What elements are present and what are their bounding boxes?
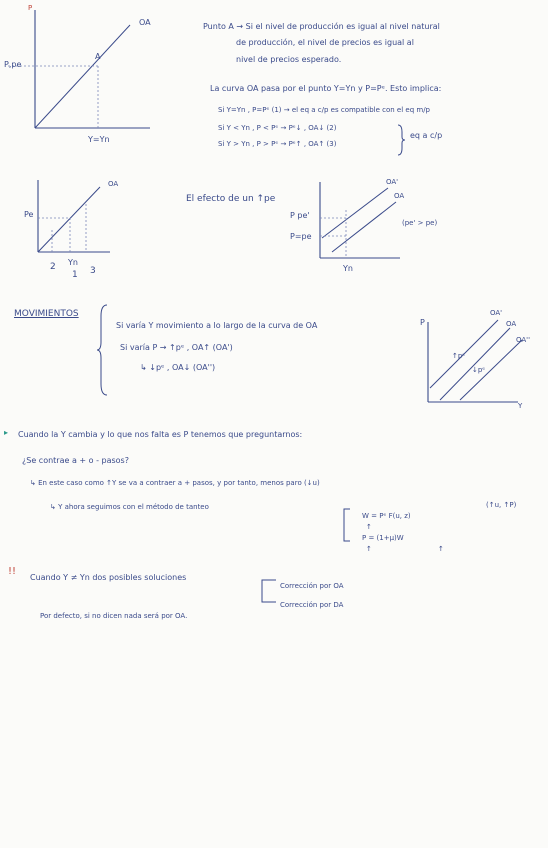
graph2-yn-label: Yn [68,258,78,267]
graph4-p-label: P [420,318,425,327]
bottom-price-arrow: ↑ [366,545,372,553]
graph2-pe-label: Pe [24,210,34,219]
bottom-price-eq: P = (1+μ)W [362,534,404,542]
bottom-line2: ¿Se contrae a + o - pasos? [22,456,129,465]
bottom-line4: ↳ Y ahora seguimos con el método de tanteo [50,503,209,511]
notes2-line3: Si Y < Yn , P < Pᵉ → Pᵉ↓ , OA↓ (2) [218,124,337,132]
graph4-y-label: Y [518,402,523,410]
bottom-line3: ↳ En este caso como ↑Y se va a contraer a + pasos, y por tanto, menos paro (↓u) [30,479,320,487]
notes1-line3: nivel de precios esperado. [236,55,342,64]
graph3-oa-label: OA [394,192,405,200]
graph-oa-shifts-both [0,0,548,420]
graph1-p-label: P [28,4,33,12]
graph2-point-3: 3 [90,266,96,276]
notes1-line2: de producción, el nivel de precios es igual al [236,38,414,47]
bottom-wage-eq: W = Pᵉ F(u, z) [362,512,411,520]
graph2-point-1: 1 [72,270,78,280]
bottom-line1: Cuando la Y cambia y lo que nos falta es P tenemos que preguntarnos: [18,430,303,439]
graph1-y-label: Y=Yn [88,135,110,144]
graph1-a-label: A [95,52,101,61]
notes2-line1: La curva OA pasa por el punto Y=Yn y P=Pᵉ. Esto implica: [210,84,442,93]
graph3-oa1-label: OA' [386,178,399,186]
graph4-oa2-label: OA'' [516,336,531,344]
final-option-da: Corrección por DA [280,601,344,609]
notes2-brace-note: eq a c/p [410,131,443,140]
graph3-pe1-label: P pe' [290,211,310,220]
graph4-up-label: ↑pᵉ [452,352,466,360]
graph4-oa-label: OA [506,320,517,328]
bottom-bracket [342,508,352,542]
final-bracket [258,578,278,606]
final-line2: Por defecto, si no dicen nada será por OA. [40,612,188,620]
graph4-down-label: ↓pᵉ [472,366,486,374]
bottom-bullet: ▸ [4,428,9,437]
graph1-pe-label: P,pe [4,60,22,69]
movements-title: MOVIMIENTOS [14,309,79,319]
graph4-oa1-label: OA' [490,309,503,317]
graph3-yn-label: Yn [343,264,353,273]
graph2-point-2: 2 [50,262,56,272]
bottom-line3b: (↑u, ↑P) [486,501,517,509]
bottom-wage-arrow: ↑ [366,523,372,531]
bottom-end-arrow: ↑ [438,545,444,553]
final-line1: Cuando Y ≠ Yn dos posibles soluciones [30,573,187,582]
graph3-note: (pe' > pe) [402,219,438,227]
graph1-oa-label: OA [139,18,151,27]
graph3-pe-label: P=pe [290,232,312,241]
notes2-line2: Si Y=Yn , P=Pᵉ (1) → el eq a c/p es compatible con el eq m/p [218,106,431,114]
movements-line3: ↳ ↓pᵉ , OA↓ (OA'') [140,363,216,372]
final-mark: !! [8,566,17,577]
notes2-line4: Si Y > Yn , P > Pᵉ → Pᵉ↑ , OA↑ (3) [218,140,337,148]
notes1-line1: Punto A → Si el nivel de producción es igual al nivel natural [203,22,440,31]
movements-line1: Si varía Y movimiento a lo largo de la curva de OA [116,321,318,330]
effect-title: El efecto de un ↑pe [186,194,276,204]
movements-line2: Si varía P → ↑pᵉ , OA↑ (OA') [120,343,233,352]
graph2-oa-label: OA [108,180,119,188]
final-option-oa: Corrección por OA [280,582,344,590]
